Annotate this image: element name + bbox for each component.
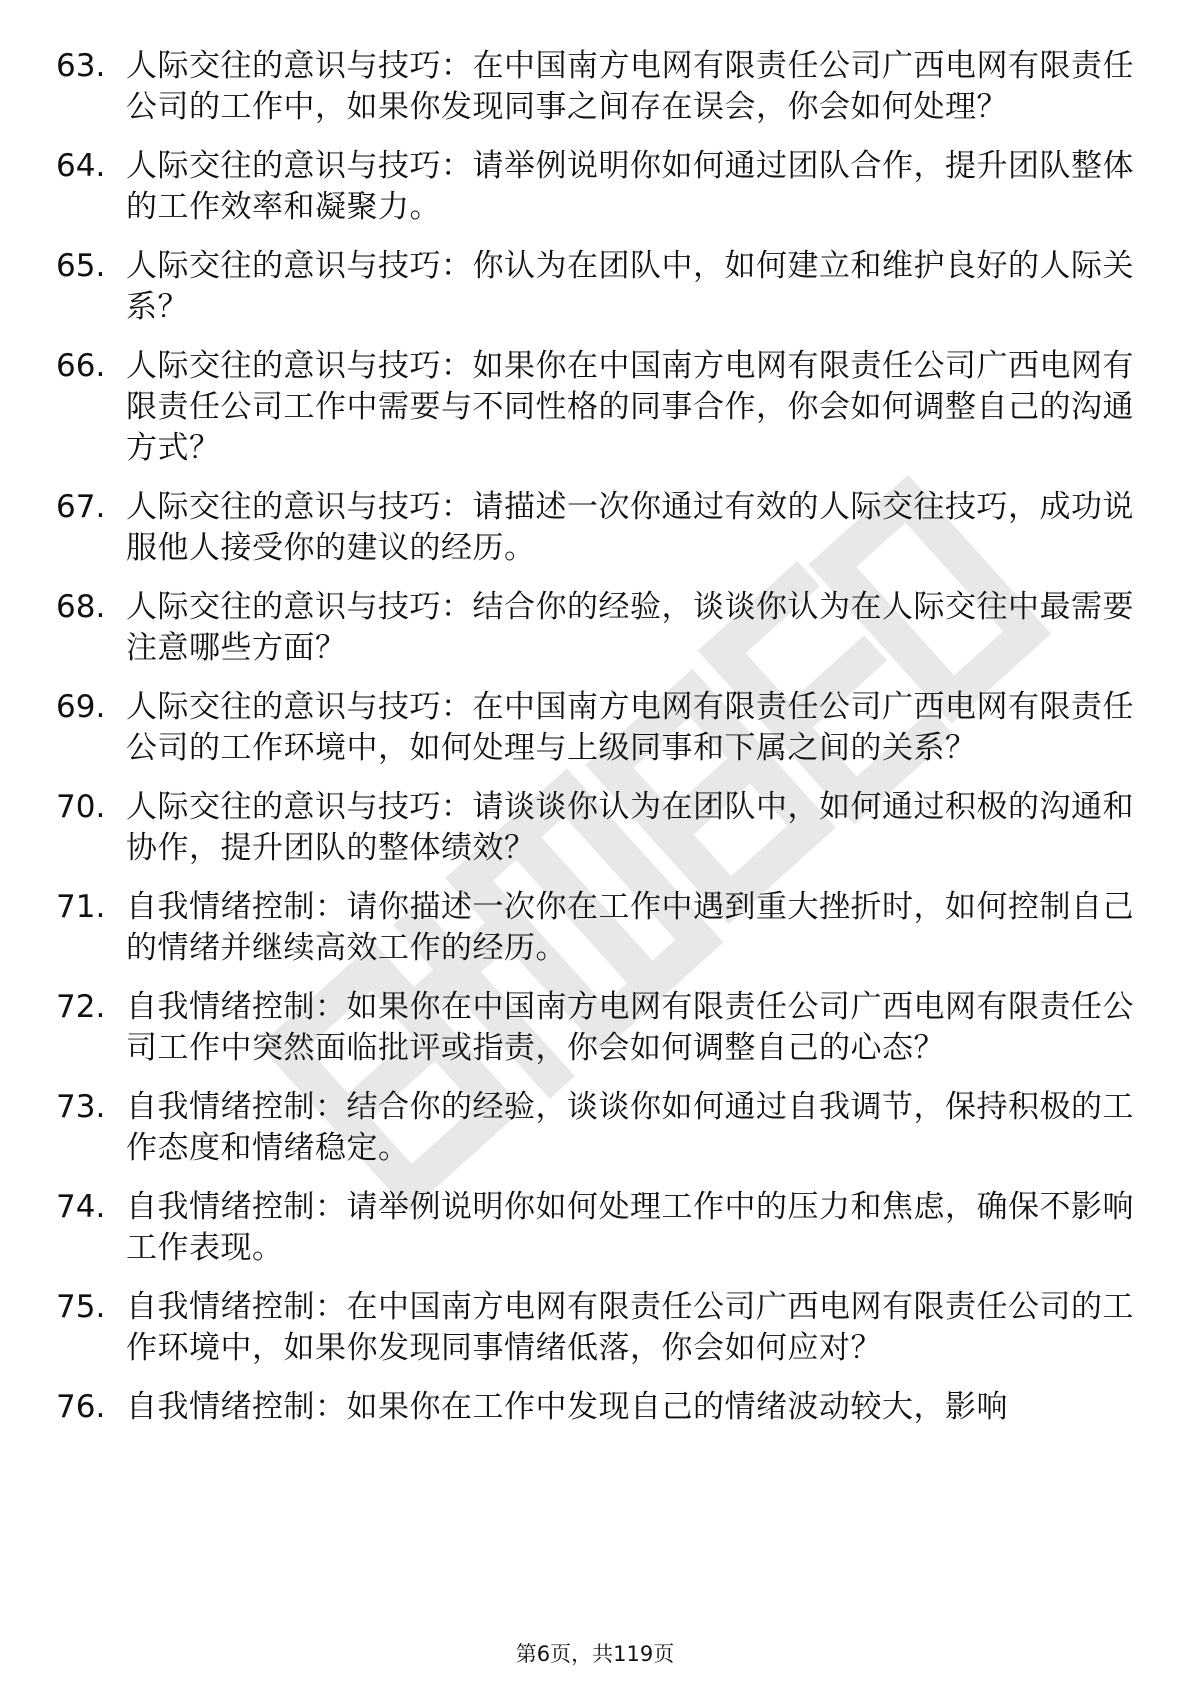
- question-text: 人际交往的意识与技巧：结合你的经验，谈谈你认为在人际交往中最需要注意哪些方面？: [126, 589, 1134, 666]
- question-number: 75.: [56, 1289, 106, 1325]
- question-number: 74.: [56, 1189, 106, 1225]
- question-number: 69.: [56, 689, 106, 725]
- question-number: 71.: [56, 889, 106, 925]
- page-footer: 第6页，共119页: [515, 1642, 675, 1666]
- question-text: 自我情绪控制：结合你的经验，谈谈你如何通过自我调节，保持积极的工作态度和情绪稳定。: [126, 1089, 1134, 1166]
- question-text: 人际交往的意识与技巧：你认为在团队中，如何建立和维护良好的人际关系？: [126, 248, 1134, 325]
- question-item: [56, 987, 1136, 1069]
- question-item: [56, 1387, 1136, 1428]
- question-number: 63.: [56, 48, 106, 84]
- question-item: [56, 246, 1136, 328]
- question-item: [56, 887, 1136, 969]
- question-number: 76.: [56, 1389, 106, 1425]
- question-text: 人际交往的意识与技巧：请举例说明你如何通过团队合作，提升团队整体的工作效率和凝聚力。: [126, 148, 1134, 225]
- question-item: [56, 46, 1136, 128]
- question-item: [56, 346, 1136, 469]
- question-number: 73.: [56, 1089, 106, 1125]
- question-text: 自我情绪控制：如果你在中国南方电网有限责任公司广西电网有限责任公司工作中突然面临批评或指责，你会如何调整自己的心态？: [126, 989, 1134, 1066]
- question-number: 64.: [56, 148, 106, 184]
- question-text: 人际交往的意识与技巧：请描述一次你通过有效的人际交往技巧，成功说服他人接受你的建议的经历。: [126, 489, 1134, 566]
- question-list: [56, 46, 1136, 1446]
- question-item: [56, 1087, 1136, 1169]
- question-item: [56, 587, 1136, 669]
- question-item: [56, 787, 1136, 869]
- question-text: 自我情绪控制：请你描述一次你在工作中遇到重大挫折时，如何控制自己的情绪并继续高效工作的经历。: [126, 889, 1134, 966]
- question-number: 65.: [56, 248, 106, 284]
- question-number: 72.: [56, 989, 106, 1025]
- question-text: 自我情绪控制：请举例说明你如何处理工作中的压力和焦虑，确保不影响工作表现。: [126, 1189, 1134, 1266]
- question-item: [56, 687, 1136, 769]
- question-text: 人际交往的意识与技巧：在中国南方电网有限责任公司广西电网有限责任公司的工作环境中，如何处理与上级同事和下属之间的关系？: [126, 689, 1134, 766]
- question-item: [56, 487, 1136, 569]
- question-text: 人际交往的意识与技巧：在中国南方电网有限责任公司广西电网有限责任公司的工作中，如果你发现同事之间存在误会，你会如何处理？: [126, 48, 1134, 125]
- question-number: 67.: [56, 489, 106, 525]
- question-text: 人际交往的意识与技巧：如果你在中国南方电网有限责任公司广西电网有限责任公司工作中需要与不同性格的同事合作，你会如何调整自己的沟通方式？: [126, 348, 1134, 466]
- question-text: 自我情绪控制：在中国南方电网有限责任公司广西电网有限责任公司的工作环境中，如果你发现同事情绪低落，你会如何应对？: [126, 1289, 1134, 1366]
- question-item: [56, 1287, 1136, 1369]
- question-item: [56, 146, 1136, 228]
- question-number: 66.: [56, 348, 106, 384]
- question-number: 70.: [56, 789, 106, 825]
- question-text: 人际交往的意识与技巧：请谈谈你认为在团队中，如何通过积极的沟通和协作，提升团队的整体绩效？: [126, 789, 1134, 866]
- question-number: 68.: [56, 589, 106, 625]
- question-item: [56, 1187, 1136, 1269]
- question-text: 自我情绪控制：如果你在工作中发现自己的情绪波动较大，影响: [126, 1389, 1008, 1425]
